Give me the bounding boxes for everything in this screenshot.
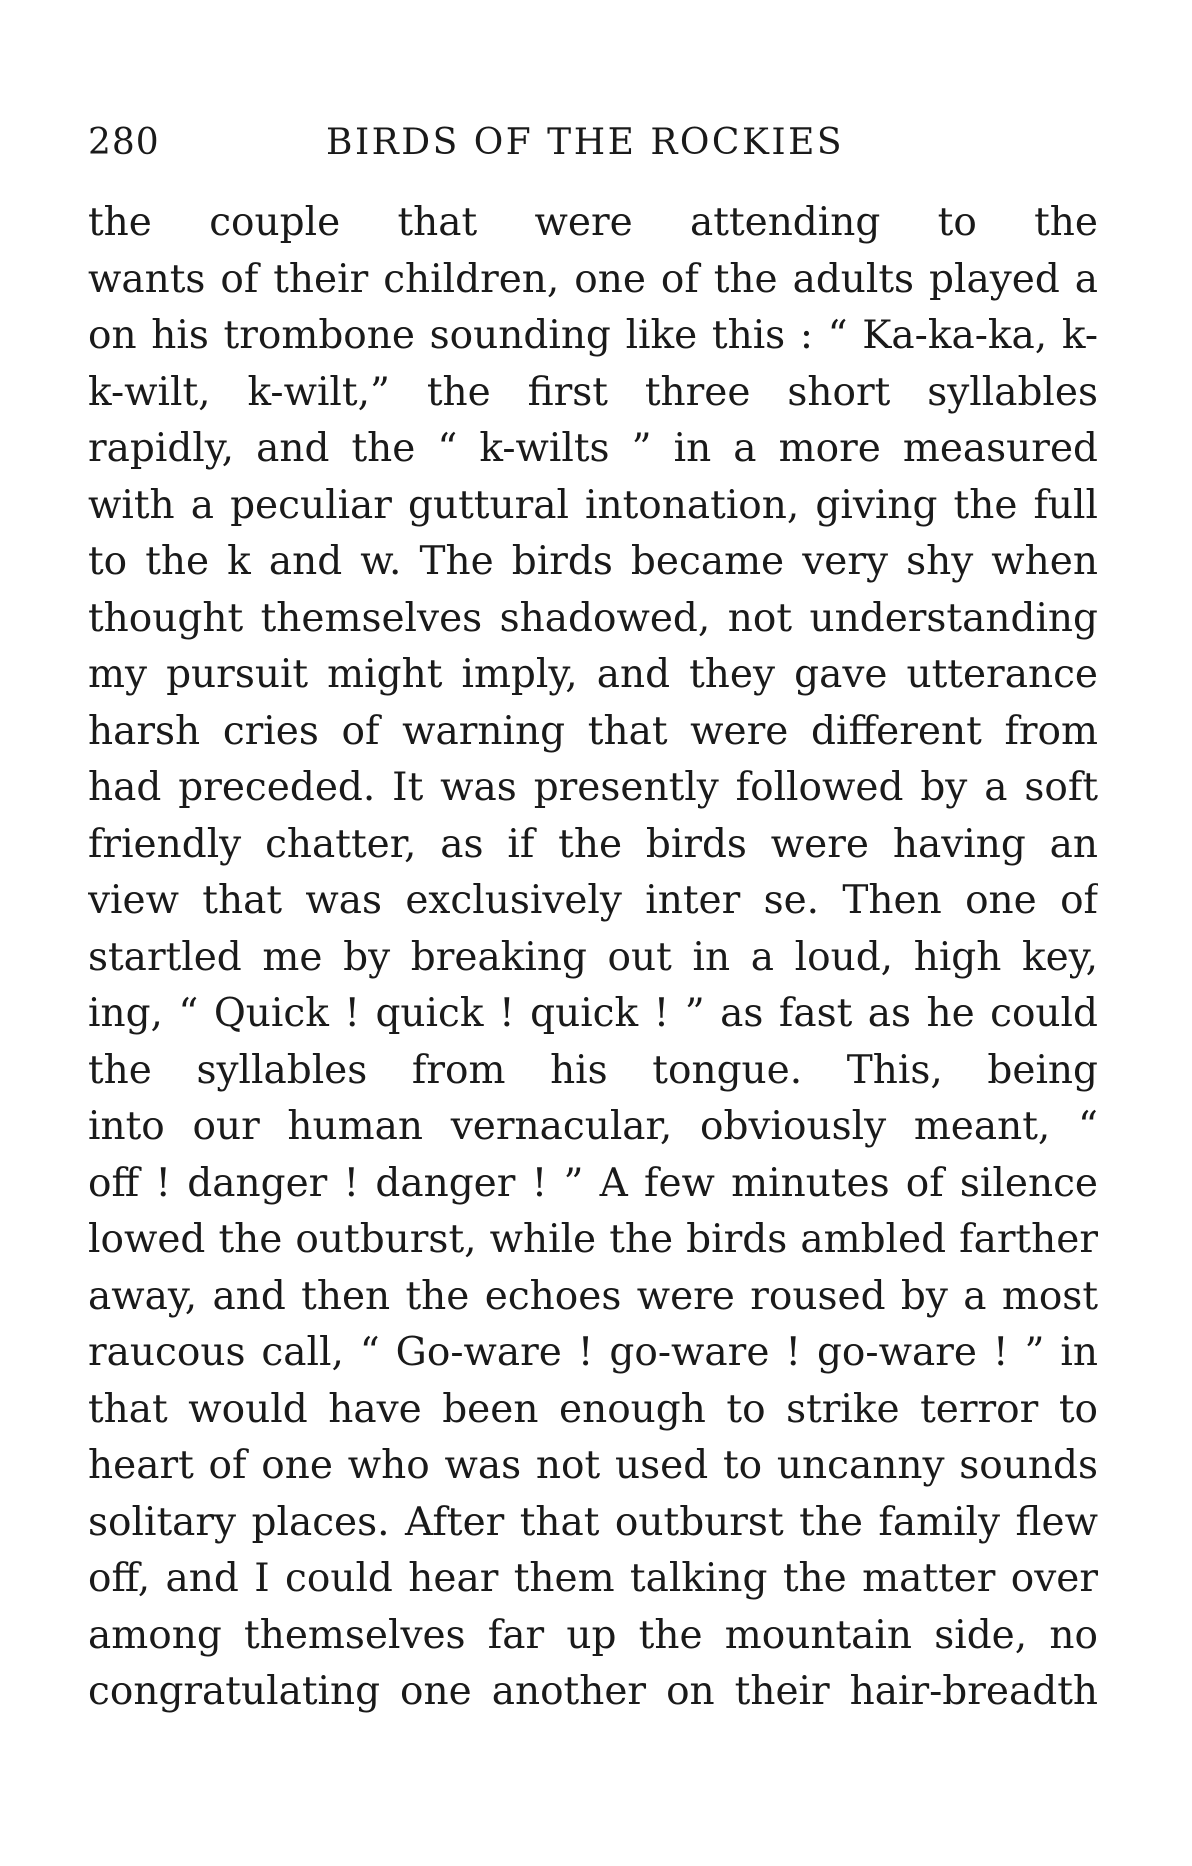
page-number: 280 (88, 122, 160, 163)
text-line: off ! danger ! danger ! ” A few minutes of silence (88, 1160, 1098, 1206)
text-line: among themselves far up the mountain side, no (88, 1612, 1098, 1658)
text-line: friendly chatter, as if the birds were having an (88, 821, 1098, 867)
text-line: rapidly, and the “ k-wilts ” in a more measured (88, 426, 1098, 471)
running-head: BIRDS OF THE ROCKIES (326, 122, 845, 163)
text-line: heart of one who was not used to uncanny sounds (88, 1443, 1098, 1488)
text-line: off, and I could hear them talking the matter over (88, 1556, 1098, 1601)
text-line: into our human vernacular, obviously meant, “ (88, 1104, 1098, 1149)
text-line: harsh cries of warning that were different from (88, 708, 1098, 754)
text-line: away, and then the echoes were roused by a most (88, 1273, 1098, 1319)
text-line: k-wilt, k-wilt,” the first three short syllables (88, 369, 1098, 415)
text-line: ing, “ Quick ! quick ! quick ! ” as fast as he could (88, 991, 1098, 1036)
text-line: the syllables from his tongue. This, being (88, 1047, 1098, 1093)
text-line: my pursuit might imply, and they gave utterance (88, 652, 1098, 697)
text-line: raucous call, “ Go-ware ! go-ware ! go-ware ! ” in (88, 1330, 1098, 1375)
body-text (88, 195, 1098, 1721)
text-line: view that was exclusively inter se. Then one of (88, 878, 1098, 923)
text-line: that would have been enough to strike terror to (88, 1386, 1098, 1432)
text-line: to the k and w. The birds became very shy when (88, 539, 1098, 584)
text-line: had preceded. It was presently followed by a soft (88, 765, 1098, 810)
text-line: lowed the outburst, while the birds ambled farther (88, 1217, 1098, 1262)
text-line: thought themselves shadowed, not understanding (88, 595, 1098, 641)
page-header (88, 122, 1098, 172)
text-line: startled me by breaking out in a loud, high key, (88, 934, 1098, 980)
text-line: the couple that were attending to the (88, 200, 1098, 245)
text-line: with a peculiar guttural intonation, giving the full (88, 482, 1098, 528)
text-line: wants of their children, one of the adults played a (88, 256, 1098, 302)
text-line: solitary places. After that outburst the family flew (88, 1499, 1098, 1545)
text-line: on his trombone sounding like this : “ Ka-ka-ka, k- (88, 313, 1098, 358)
text-line: congratulating one another on their hair-breadth (88, 1669, 1098, 1714)
